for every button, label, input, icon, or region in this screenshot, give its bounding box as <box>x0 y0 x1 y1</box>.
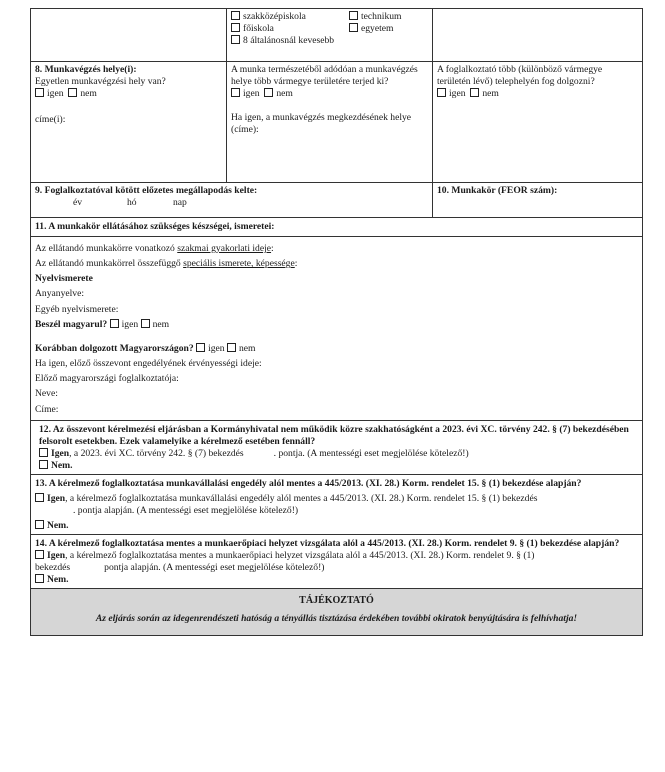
agreement-year-label: év <box>73 196 83 208</box>
technikum-checkbox[interactable] <box>349 11 358 20</box>
info-row <box>31 588 643 635</box>
start-place-label: Ha igen, a munkavégzés megkezdésének helye (címe): <box>231 111 412 135</box>
section-14-yes-label: Igen <box>47 549 66 561</box>
section-9-title: 9. Foglalkoztatóval kötött előzetes megállapodás kelte: <box>35 185 258 196</box>
section-11-body-row <box>31 236 643 420</box>
egyetem-label: egyetem <box>361 22 394 34</box>
multi-county-yes-checkbox[interactable] <box>231 88 240 97</box>
multi-site-no-checkbox[interactable] <box>470 88 479 97</box>
speaks-hungarian-no-checkbox[interactable] <box>141 319 150 328</box>
single-workplace-no-label: nem <box>80 87 97 99</box>
multi-site-yes-label: igen <box>449 87 466 99</box>
section-12-yes-text: , a 2023. évi XC. törvény 242. § (7) bekezdés <box>69 447 244 459</box>
section-12-title: 12. Az összevont kérelmezési eljárásban a Kormányhivatal nem működik közre szakhatóságként a 2023. évi XC. törvény 242. § (7) bekezdésében felsorolt esetekben. Ezek valamelyike a kérelmező esetében fennáll? <box>39 423 629 447</box>
section-12-row <box>31 420 643 474</box>
previous-employer-name-label: Neve: <box>35 388 58 400</box>
mother-tongue-label: Anyanyelve: <box>35 288 85 300</box>
education-row <box>31 9 643 62</box>
section-13-yes-text-end: . pontja alapján. (A mentességi eset megjelölése kötelező!) <box>73 504 299 516</box>
agreement-day-label: nap <box>173 196 187 208</box>
single-workplace-no-checkbox[interactable] <box>68 88 77 97</box>
section-13-title: 13. A kérelmező foglalkoztatása munkavállalási engedély alól mentes a 445/2013. (XI. 28.) Korm. rendelet 15. § (1) bekezdése alapján? <box>35 477 582 489</box>
info-text: Az eljárás során az idegenrendészeti hatóság a tényállás tisztázása érdekében további okiratok benyújtására is felhívhatja! <box>95 613 578 625</box>
multi-county-no-label: nem <box>276 87 293 99</box>
previous-employer-address-label: Címe: <box>35 403 59 415</box>
info-title: TÁJÉKOZTATÓ <box>299 594 374 606</box>
education-right-cell <box>433 9 643 62</box>
worked-in-hungary-question: Korábban dolgozott Magyarországon? <box>35 342 194 354</box>
multi-site-question: A foglalkoztató több (különböző vármegye területén lévő) telephelyén fog dolgozni? <box>437 64 603 87</box>
special-skills-colon: : <box>294 258 298 270</box>
education-left-cell <box>31 9 227 62</box>
section-12-yes-label: Igen <box>51 447 70 459</box>
section-11-body <box>31 236 643 420</box>
section-14-bekezdes: bekezdés <box>35 561 71 573</box>
single-workplace-question: Egyetlen munkavégzési hely van? <box>35 75 166 87</box>
section-14-title: 14. A kérelmező foglalkoztatása mentes a munkaerőpiaci helyzet vizsgálata alól a 445/2013. (XI. 28.) Korm. rendelet 9. § (1) bekezdése alapján? <box>35 537 620 549</box>
work-experience-prefix: Az ellátandó munkakörre vonatkozó <box>35 242 178 254</box>
previous-permit-validity-label: Ha igen, előző összevont engedélyének érvényességi ideje: <box>35 358 262 370</box>
education-options-cell <box>227 9 433 62</box>
section-10-title: 10. Munkakör (FEOR szám): <box>437 185 558 196</box>
szakkozepiskola-label: szakközépiskola <box>243 11 306 22</box>
foiskola-checkbox[interactable] <box>231 23 240 32</box>
special-skills-underlined: speciális ismerete, képessége <box>183 258 295 270</box>
speaks-hungarian-question: Beszél magyarul? <box>35 318 108 330</box>
worked-in-hungary-no-label: nem <box>239 342 256 354</box>
multi-site-no-label: nem <box>482 87 499 99</box>
work-experience-line <box>35 241 638 256</box>
section-9-cell <box>31 183 433 218</box>
section-14-no-label: Nem. <box>47 573 69 585</box>
section-12-yes-text-end: . pontja. (A mentességi eset megjelölése kötelező!) <box>273 447 469 459</box>
speaks-hungarian-no-label: nem <box>152 318 170 330</box>
section-13-row <box>31 474 643 534</box>
foiskola-label: főiskola <box>243 22 274 34</box>
altalanos-checkbox[interactable] <box>231 35 240 44</box>
special-skills-prefix: Az ellátandó munkakörrel összefüggő <box>35 258 184 270</box>
section-14-yes-checkbox[interactable] <box>35 550 44 559</box>
single-workplace-yes-label: igen <box>47 87 64 99</box>
section-14-row <box>31 534 643 588</box>
worked-in-hungary-yes-checkbox[interactable] <box>196 343 205 352</box>
form-page <box>30 8 642 636</box>
section-12-yes-checkbox[interactable] <box>39 448 48 457</box>
section-11-title-row <box>31 218 643 237</box>
section-14-cell <box>31 534 643 588</box>
previous-employer-label: Előző magyarországi foglalkoztatója: <box>35 373 179 385</box>
workplace-address-label: címe(i): <box>35 113 66 125</box>
section-12-no-checkbox[interactable] <box>39 460 48 469</box>
info-box <box>31 588 643 635</box>
agreement-month-label: hó <box>127 196 137 208</box>
section-11-title: 11. A munkakör ellátásához szükséges készségei, ismeretei: <box>31 218 643 237</box>
work-experience-underlined: szakmai gyakorlati ideje <box>177 242 272 254</box>
special-skills-line <box>35 256 638 271</box>
section-8-right <box>433 62 643 183</box>
multi-county-yes-label: igen <box>243 87 260 99</box>
section-13-yes-text: , a kérelmező foglalkoztatása munkavállalási engedély alól mentes a 445/2013. (XI. 28.) Korm. rendelet 15. § (1) bekezdés <box>65 492 538 504</box>
section-12-cell <box>31 420 643 474</box>
section-8-left <box>31 62 227 183</box>
section-14-yes-text: , a kérelmező foglalkoztatása mentes a munkaerőpiaci helyzet vizsgálata alól a 445/2013. (XI. 28.) Korm. rendelet 9. § (1) <box>65 549 535 561</box>
section-13-yes-checkbox[interactable] <box>35 493 44 502</box>
multi-county-no-checkbox[interactable] <box>264 88 273 97</box>
section-14-no-checkbox[interactable] <box>35 574 44 583</box>
section-8-row <box>31 62 643 183</box>
section-13-no-checkbox[interactable] <box>35 520 44 529</box>
altalanos-label: 8 általánosnál kevesebb <box>243 34 335 46</box>
section-14-yes-text-end: pontja alapján. (A mentességi eset megjelölése kötelező!) <box>104 561 325 573</box>
single-workplace-yes-checkbox[interactable] <box>35 88 44 97</box>
section-12-no-label: Nem. <box>51 459 73 471</box>
technikum-label: technikum <box>361 11 402 22</box>
application-form-table <box>30 8 643 636</box>
section-9-10-row <box>31 183 643 218</box>
section-13-cell <box>31 474 643 534</box>
section-8-middle <box>227 62 433 183</box>
section-8-title: 8. Munkavégzés helye(i): <box>35 64 137 75</box>
work-experience-colon: : <box>271 242 274 254</box>
multi-site-yes-checkbox[interactable] <box>437 88 446 97</box>
section-13-yes-label: Igen <box>47 492 66 504</box>
section-10-cell <box>433 183 643 218</box>
section-13-no-label: Nem. <box>47 519 69 531</box>
egyetem-checkbox[interactable] <box>349 23 358 32</box>
language-skills-heading: Nyelvismerete <box>35 273 93 285</box>
szakkozepiskola-checkbox[interactable] <box>231 11 240 20</box>
worked-in-hungary-no-checkbox[interactable] <box>227 343 236 352</box>
speaks-hungarian-yes-label: igen <box>121 318 139 330</box>
worked-in-hungary-yes-label: igen <box>208 342 225 354</box>
multi-county-question: A munka természetéből adódóan a munkavégzés helye több vármegye területére terjed ki? <box>231 64 418 87</box>
speaks-hungarian-yes-checkbox[interactable] <box>110 319 119 328</box>
other-languages-label: Egyéb nyelvismerete: <box>35 303 119 315</box>
